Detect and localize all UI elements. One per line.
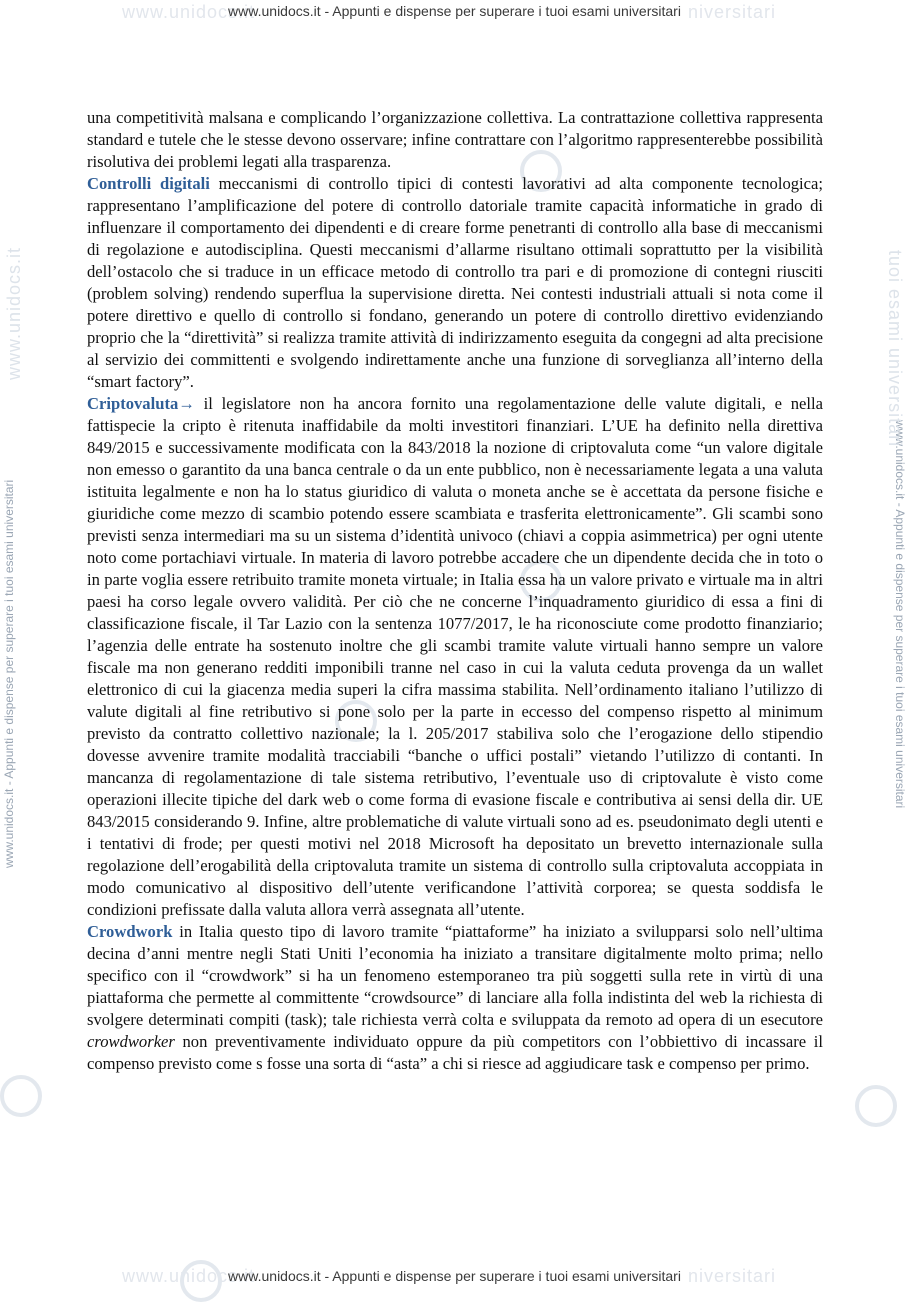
cripto-paragraph [87, 393, 823, 921]
watermark-logo-icon [0, 1075, 42, 1117]
controlli-paragraph [87, 173, 823, 393]
watermark-top: www.unidocs.it - Appunti e dispense per superare i tuoi esami universitari [228, 3, 681, 19]
watermark-side-right: www.unidocs.it - Appunti e dispense per superare i tuoi esami universitari [893, 420, 907, 809]
crowdwork-paragraph [87, 921, 823, 1075]
watermark-side-ghost-left: www.unidocs.it [4, 246, 24, 380]
controlli-text: meccanismi di controllo tipici di contesti lavorativi ad alta componente tecnologica; rappresentano l’amplificazione del potere di controllo datoriale tramite capacità informatiche in grado di influenzare il comportamento dei dipendenti e di creare forme penetranti di controllo alla base di meccanismi di regolazione e autodisciplina. Questi meccanismi d’allarme risultano ottimali soprattutto per la visibilità dell’ostacolo che si traduce in un efficace metodo di controllo tra pari e di promozione di contegni riusciti (problem solving) rendendo superflua la supervisione diretta. Nei contesti industriali attuali si nota come il potere direttivo e quello di controllo si fondano, generando un potere di controllo direttivo evidenziando proprio che la “direttività” si realizza tramite attività di indirizzamento eseguita da congegni ad alta precisione al servizio dei committenti e svolgendo indirettamente anche una funzione di sorveglianza all’interno della “smart factory”. [87, 174, 823, 391]
watermark-ghost-bottom-left: www.unidocs.it [122, 1266, 256, 1286]
cripto-text: il legislatore non ha ancora fornito una regolamentazione delle valute digitali, e nella fattispecie la cripto è ritenuta inaffidabile da molti investitori finanziari. L’UE ha definito nella direttiva 849/2015 e successivamente modificata con la 843/2018 la nozione di criptovaluta come “un valore digitale non emesso o garantito da una banca centrale o da un ente pubblico, non è necessariamente legata a una valuta istituita legalmente e non ha lo status giuridico di valuta o moneta anche se è accettata da persone fisiche e giuridiche come mezzo di scambio potendo essere scambiata e trasferita elettronicamente”. Gli scambi sono previsti senza intermediari ma su un sistema d’identità univoco (chiavi a coppia asimmetrica) per ogni utente noto come portachiavi virtuale. In materia di lavoro potrebbe accadere che un dipendente decida che in toto o in parte voglia essere retribuito tramite moneta virtuale; in Italia essa ha un valore privato e virtuale ma in altri paesi ha corso legale ovvero validità. Per ciò che ne concerne l’inquadramento giuridico di essa a fini di classificazione fiscale, il Tar Lazio con la sentenza 1077/2017, le ha riconosciute come prodotto finanziario; l’agenzia delle entrate ha sostenuto inoltre che gli scambi tramite valute virtuali hanno sempre un valore fiscale ma non generano redditi imponibili tranne nel caso in cui la valuta ceduta provenga da un wallet elettronico di cui la giacenza media superi la cifra massima stabilita. Nell’ordinamento italiano l’utilizzo di valute digitali al fine retributivo si pone solo per la parte in eccesso del compenso rispetto al minimum previsto da contratto collettivo nazionale; la l. 205/2017 stabiliva solo che l’erogazione dello stipendio dovesse avvenire tramite modalità tracciabili “banche o uffici postali” vietando l’utilizzo di contanti. In mancanza di regolamentazione di tale sistema retributivo, l’eventuale uso di criptovalute è visto come operazioni illecite tipiche del dark web o come forma di evasione fiscale e contributiva ai sensi della dir. UE 843/2015 considerando 9. Infine, altre problematiche di valute virtuali sono ad es. pseudonimato degli utenti e i tentativi di frode; per questi motivi nel 2018 Microsoft ha depositato un brevetto internazionale sulla regolazione dell’erogabilità della criptovaluta tramite un sistema di controllo sulla criptovaluta accoppiata in modo comunicativo al dispositivo dell’utente verificandone l’attività corporea; se questa soddisfa le condizioni prefissate dalla valuta allora verrà assegnata all’utente. [87, 394, 823, 919]
crowdwork-text-a: in Italia questo tipo di lavoro tramite “piattaforme” ha iniziato a svilupparsi solo nell’ultima decina d’anni mentre negli Stati Uniti l’economia ha iniziato a transitare digitalmente molto prima; nello specifico con il “crowdwork” si ha un fenomeno estemporaneo tra più soggetti sulla rete in virtù di una piattaforma che permette al committente “crowdsource” di lanciare alla folla indistinta del web la richiesta di svolgere determinati compiti (task); tale richiesta verrà colta e sviluppata da remoto ad opera di un esecutore [87, 922, 823, 1029]
watermark-bottom: www.unidocs.it - Appunti e dispense per superare i tuoi esami universitari [228, 1268, 681, 1284]
document-body [87, 107, 823, 1075]
term-criptovaluta: Criptovaluta [87, 394, 179, 413]
intro-paragraph: una competitività malsana e complicando l’organizzazione collettiva. La contrattazione collettiva rappresenta standard e tutele che le stesse devono osservare; infine contrattare con l’algoritmo rappresenterebbe possibilità risolutiva dei problemi legati alla trasparenza. [87, 108, 823, 171]
term-crowdwork: Crowdwork [87, 922, 173, 941]
watermark-ghost-top-left: www.unidocs.it [122, 2, 256, 22]
term-controlli-digitali: Controlli digitali [87, 174, 210, 193]
watermark-logo-icon [855, 1085, 897, 1127]
crowdwork-text-b: non preventivamente individuato oppure da più competitors con l’obbiettivo di incassare il compenso previsto come s fosse una sorta di “asta” a chi si riesce ad aggiudicare task e compenso per primo. [87, 1032, 823, 1073]
watermark-ghost-top-right: niversitari [688, 2, 777, 22]
crowdworker-italic: crowdworker [87, 1032, 175, 1051]
watermark-logo-icon [180, 1260, 222, 1302]
arrow-right-icon: → [178, 394, 195, 413]
watermark-ghost-bottom-right: niversitari [688, 1266, 777, 1286]
watermark-side-ghost-right: tuoi esami universitari [885, 250, 905, 448]
watermark-side-left: www.unidocs.it - Appunti e dispense per superare i tuoi esami universitari [2, 479, 16, 868]
